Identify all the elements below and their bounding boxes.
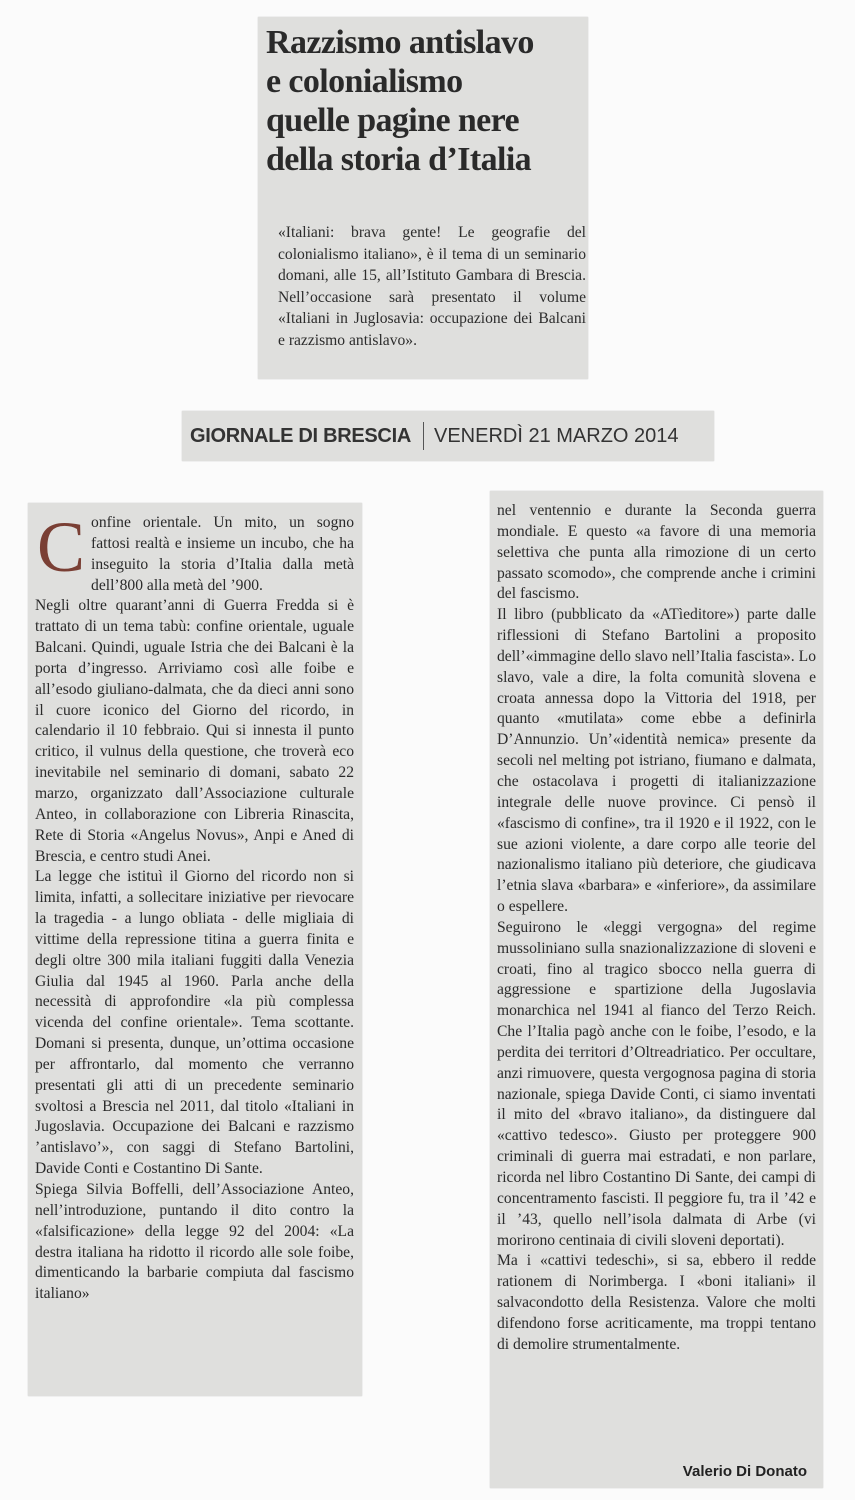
- author-byline: Valerio Di Donato: [682, 1463, 807, 1480]
- publication-date: VENERDÌ 21 MARZO 2014: [434, 425, 679, 447]
- headline-line: Razzismo antislavo: [266, 24, 534, 61]
- article-paragraph: [35, 507, 354, 596]
- article-paragraph: Negli oltre quarant’anni di Guerra Fredda si è trattato di un tema tabù: confine orientale, uguale Balcani. Quindi, uguale Istria che dei Balcani è la porta d’ingresso. Arriviamo così alle foibe e all’esodo giuliano-dalmata, che da dieci anni sono il cuore iconico del Giorno del ricordo, in calendario il 10 febbraio. Qui si innesta il punto critico, il vulnus della questione, che troverà eco inevitabile nel seminario di domani, sabato 22 marzo, organizzato dall’Associazione culturale Anteo, in collaborazione con Libreria Rinascita, Rete di Storia «Angelus Novus», Anpi e Aned di Brescia, e centro studi Anei.: [35, 597, 354, 865]
- column-2-text: [497, 501, 816, 1356]
- masthead-divider: [423, 422, 424, 450]
- lead-paragraph: «Italiani: brava gente! Le geografie del colonialismo italiano», è il tema di un seminario domani, alle 15, all’Istituto Gambara di Brescia. Nell’occasione sarà presentato il volume «Italiani in Juglosavia: occupazione dei Balcani e razzismo antislavo».: [278, 224, 586, 349]
- article-paragraph: Il libro (pubblicato da «ATìeditore») parte dalle riflessioni di Stefano Bartolini a proposito dell’«immagine dello slavo nell’Italia fascista». Lo slavo, vale a dire, la folta comunità slovena e croata annessa dopo la Vittoria del 1918, per quanto «mutilata» come ebbe a definirla D’Annunzio. Un’«identità nemica» presente da secoli nel melting pot istriano, fiumano e dalmata, che ostacolava i progetti di italianizzazione integrale delle nuove province. Ci pensò il «fascismo di confine», tra il 1920 e il 1922, con le sue azioni violente, a dare corpo alle teorie del nazionalismo italiano più deteriore, che giudicava l’etnia slava «barbara» e «inferiore», da assimilare o espellere.: [497, 606, 816, 916]
- masthead-strip: [182, 411, 714, 461]
- article-paragraph: nel ventennio e durante la Seconda guerra mondiale. E questo «a favore di una memoria selettiva che punta alla rimozione di un certo passato scomodo», che comprende anche i crimini del fascismo.: [497, 502, 816, 603]
- column-1-text: [35, 507, 354, 1305]
- headline-title: [266, 23, 584, 179]
- drop-cap: C: [37, 507, 86, 587]
- article-paragraph: Ma i «cattivi tedeschi», si sa, ebbero il redde rationem di Norimberga. I «boni italiani» il salvacondotto della Resistenza. Valore che molti difendono forse acriticamente, ma troppi tentano di demolire strumentalmente.: [497, 1252, 816, 1353]
- paragraph-text: onfine orientale. Un mito, un sogno fattosi realtà e insieme un incubo, che ha inseguito la storia d’Italia dalla metà dell’800 alla metà del ’900.: [91, 514, 354, 594]
- article-column-1: [28, 503, 362, 1396]
- headline-line: quelle pagine nere: [266, 102, 520, 139]
- headline-line: e colonialismo: [266, 63, 463, 100]
- headline-clipping: [258, 17, 588, 379]
- headline-line: della storia d’Italia: [266, 141, 532, 178]
- article-paragraph: La legge che istituì il Giorno del ricordo non si limita, infatti, a sollecitare iniziative per rievocare la tragedia - a lungo obliata - delle migliaia di vittime della repressione titina a guerra finita e degli oltre 300 mila italiani fuggiti dalla Venezia Giulia dal 1945 al 1960. Parla anche della necessità di approfondire «la più complessa vicenda del confine orientale». Tema scottante. Domani si presenta, dunque, un’ottima occasione per affrontarlo, dal momento che verranno presentati gli atti di un precedente seminario svoltosi a Brescia nel 2011, dal titolo «Italiani in Jugoslavia. Occupazione dei Balcani e razzismo ’antislavo’», con saggi di Stefano Bartolini, Davide Conti e Costantino Di Sante.: [35, 868, 354, 1178]
- article-column-2: [490, 491, 823, 1488]
- article-paragraph: Seguirono le «leggi vergogna» del regime mussoliniano sulla snazionalizzazione di sloveni e croati, fino al tragico sbocco nella guerra di aggressione e spartizione della Jugoslavia monarchica nel 1941 al fianco del Terzo Reich. Che l’Italia pagò anche con le foibe, l’esodo, e la perdita dei territori d’Oltreadriatico. Per occultare, anzi rimuovere, questa vergognosa pagina di storia nazionale, spiega Davide Conti, ci siamo inventati il mito del «bravo italiano», da distinguere dal «cattivo tedesco». Giusto per proteggere 900 criminali di guerra mai estradati, e non parlare, ricorda nel libro Costantino Di Sante, dei campi di concentramento fascisti. Il peggiore fu, tra il ’42 e il ’43, quello nell’isola dalmata di Arbe (vi morirono centinaia di civili sloveni deportati).: [497, 918, 816, 1249]
- article-paragraph: Spiega Silvia Boffelli, dell’Associazione Anteo, nell’introduzione, puntando il dito contro la «falsificazione» della legge 92 del 2004: «La destra italiana ha ridotto il ricordo alle sole foibe, dimenticando la barbarie compiuta dal fascismo italiano»: [35, 1181, 354, 1303]
- newspaper-name: GIORNALE DI BRESCIA: [190, 425, 411, 447]
